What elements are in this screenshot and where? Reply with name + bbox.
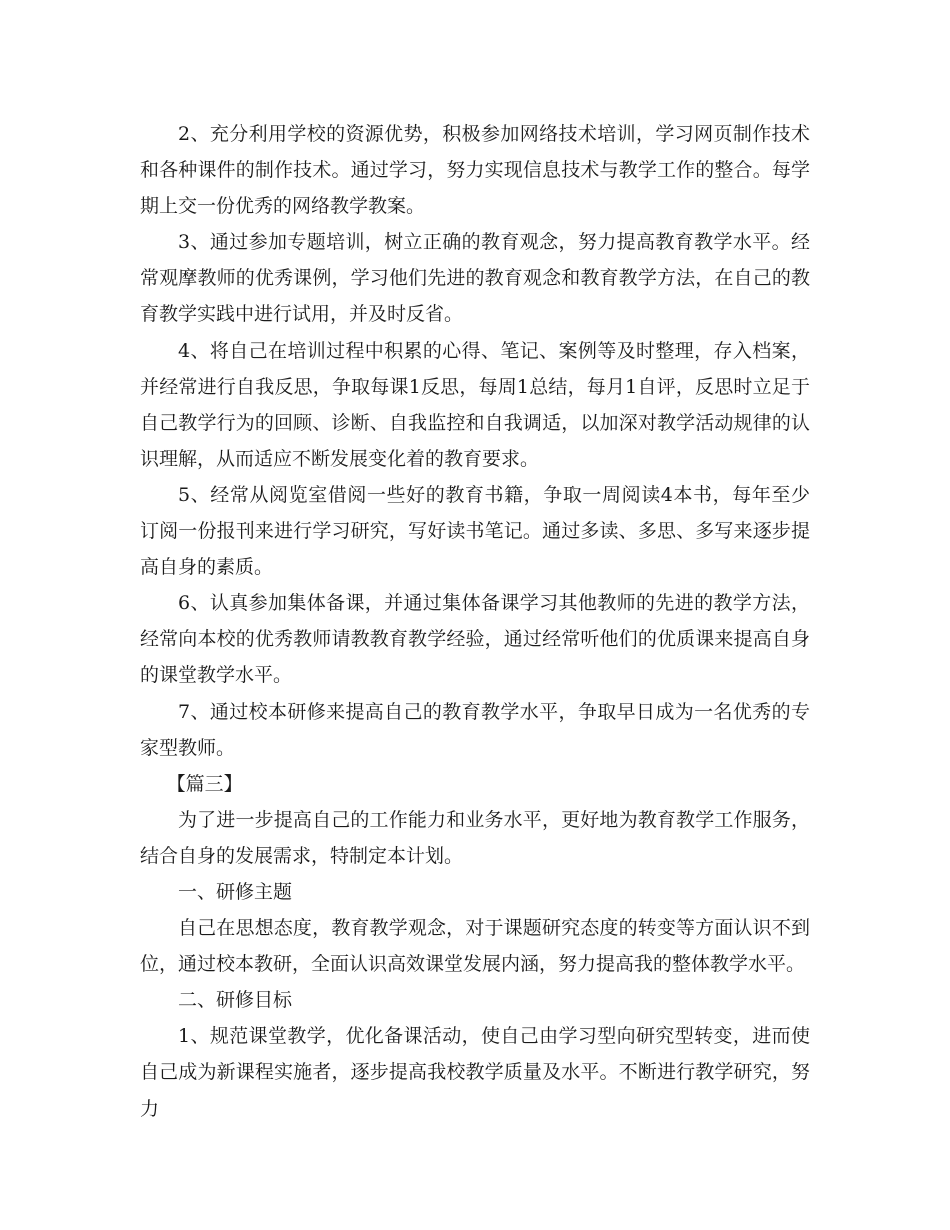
- intro-paragraph: 为了进一步提高自己的工作能力和业务水平，更好地为教育教学工作服务，结合自身的发展需求，特制定本计划。: [140, 808, 810, 867]
- section-title: 【篇三】: [166, 772, 243, 795]
- paragraph-item-6: 6、认真参加集体备课，并通过集体备课学习其他教师的先进的教学方法，经常向本校的优秀教师请教教育教学经验，通过经常听他们的优质课来提高自身的课堂教学水平。: [140, 592, 810, 687]
- heading-research-theme: 一、研修主题: [178, 880, 293, 903]
- paragraph-item-2: 2、充分利用学校的资源优势，积极参加网络技术培训，学习网页制作技术和各种课件的制作技术。通过学习，努力实现信息技术与教学工作的整合。每学期上交一份优秀的网络教学教案。: [140, 123, 810, 218]
- heading-research-goals: 二、研修目标: [178, 989, 293, 1012]
- theme-paragraph: 自己在思想态度，教育教学观念，对于课题研究态度的转变等方面认识不到位，通过校本教研，全面认识高效课堂发展内涵，努力提高我的整体教学水平。: [140, 917, 810, 976]
- paragraph-item-5: 5、经常从阅览室借阅一些好的教育书籍，争取一周阅读4本书，每年至少订阅一份报刊来进行学习研究，写好读书笔记。通过多读、多思、多写来逐步提高自身的素质。: [140, 483, 810, 579]
- paragraph-item-7: 7、通过校本研修来提高自己的教育教学水平，争取早日成为一名优秀的专家型教师。: [140, 700, 810, 759]
- goal-paragraph-1: 1、规范课堂教学，优化备课活动，使自己由学习型向研究型转变，进而使自己成为新课程实施者，逐步提高我校教学质量及水平。不断进行教学研究，努力: [140, 1025, 810, 1120]
- paragraph-item-4: 4、将自己在培训过程中积累的心得、笔记、案例等及时整理，存入档案，并经常进行自我反思，争取每课1反思，每周1总结，每月1自评，反思时立足于自己教学行为的回顾、诊断、自我监控和自我调适，以加深对教学活动规律的认识理解，从而适应不断发展变化着的教育要求。: [140, 339, 810, 470]
- paragraph-item-3: 3、通过参加专题培训，树立正确的教育观念，努力提高教育教学水平。经常观摩教师的优秀课例，学习他们先进的教育观念和教育教学方法，在自己的教育教学实践中进行试用，并及时反省。: [140, 231, 810, 326]
